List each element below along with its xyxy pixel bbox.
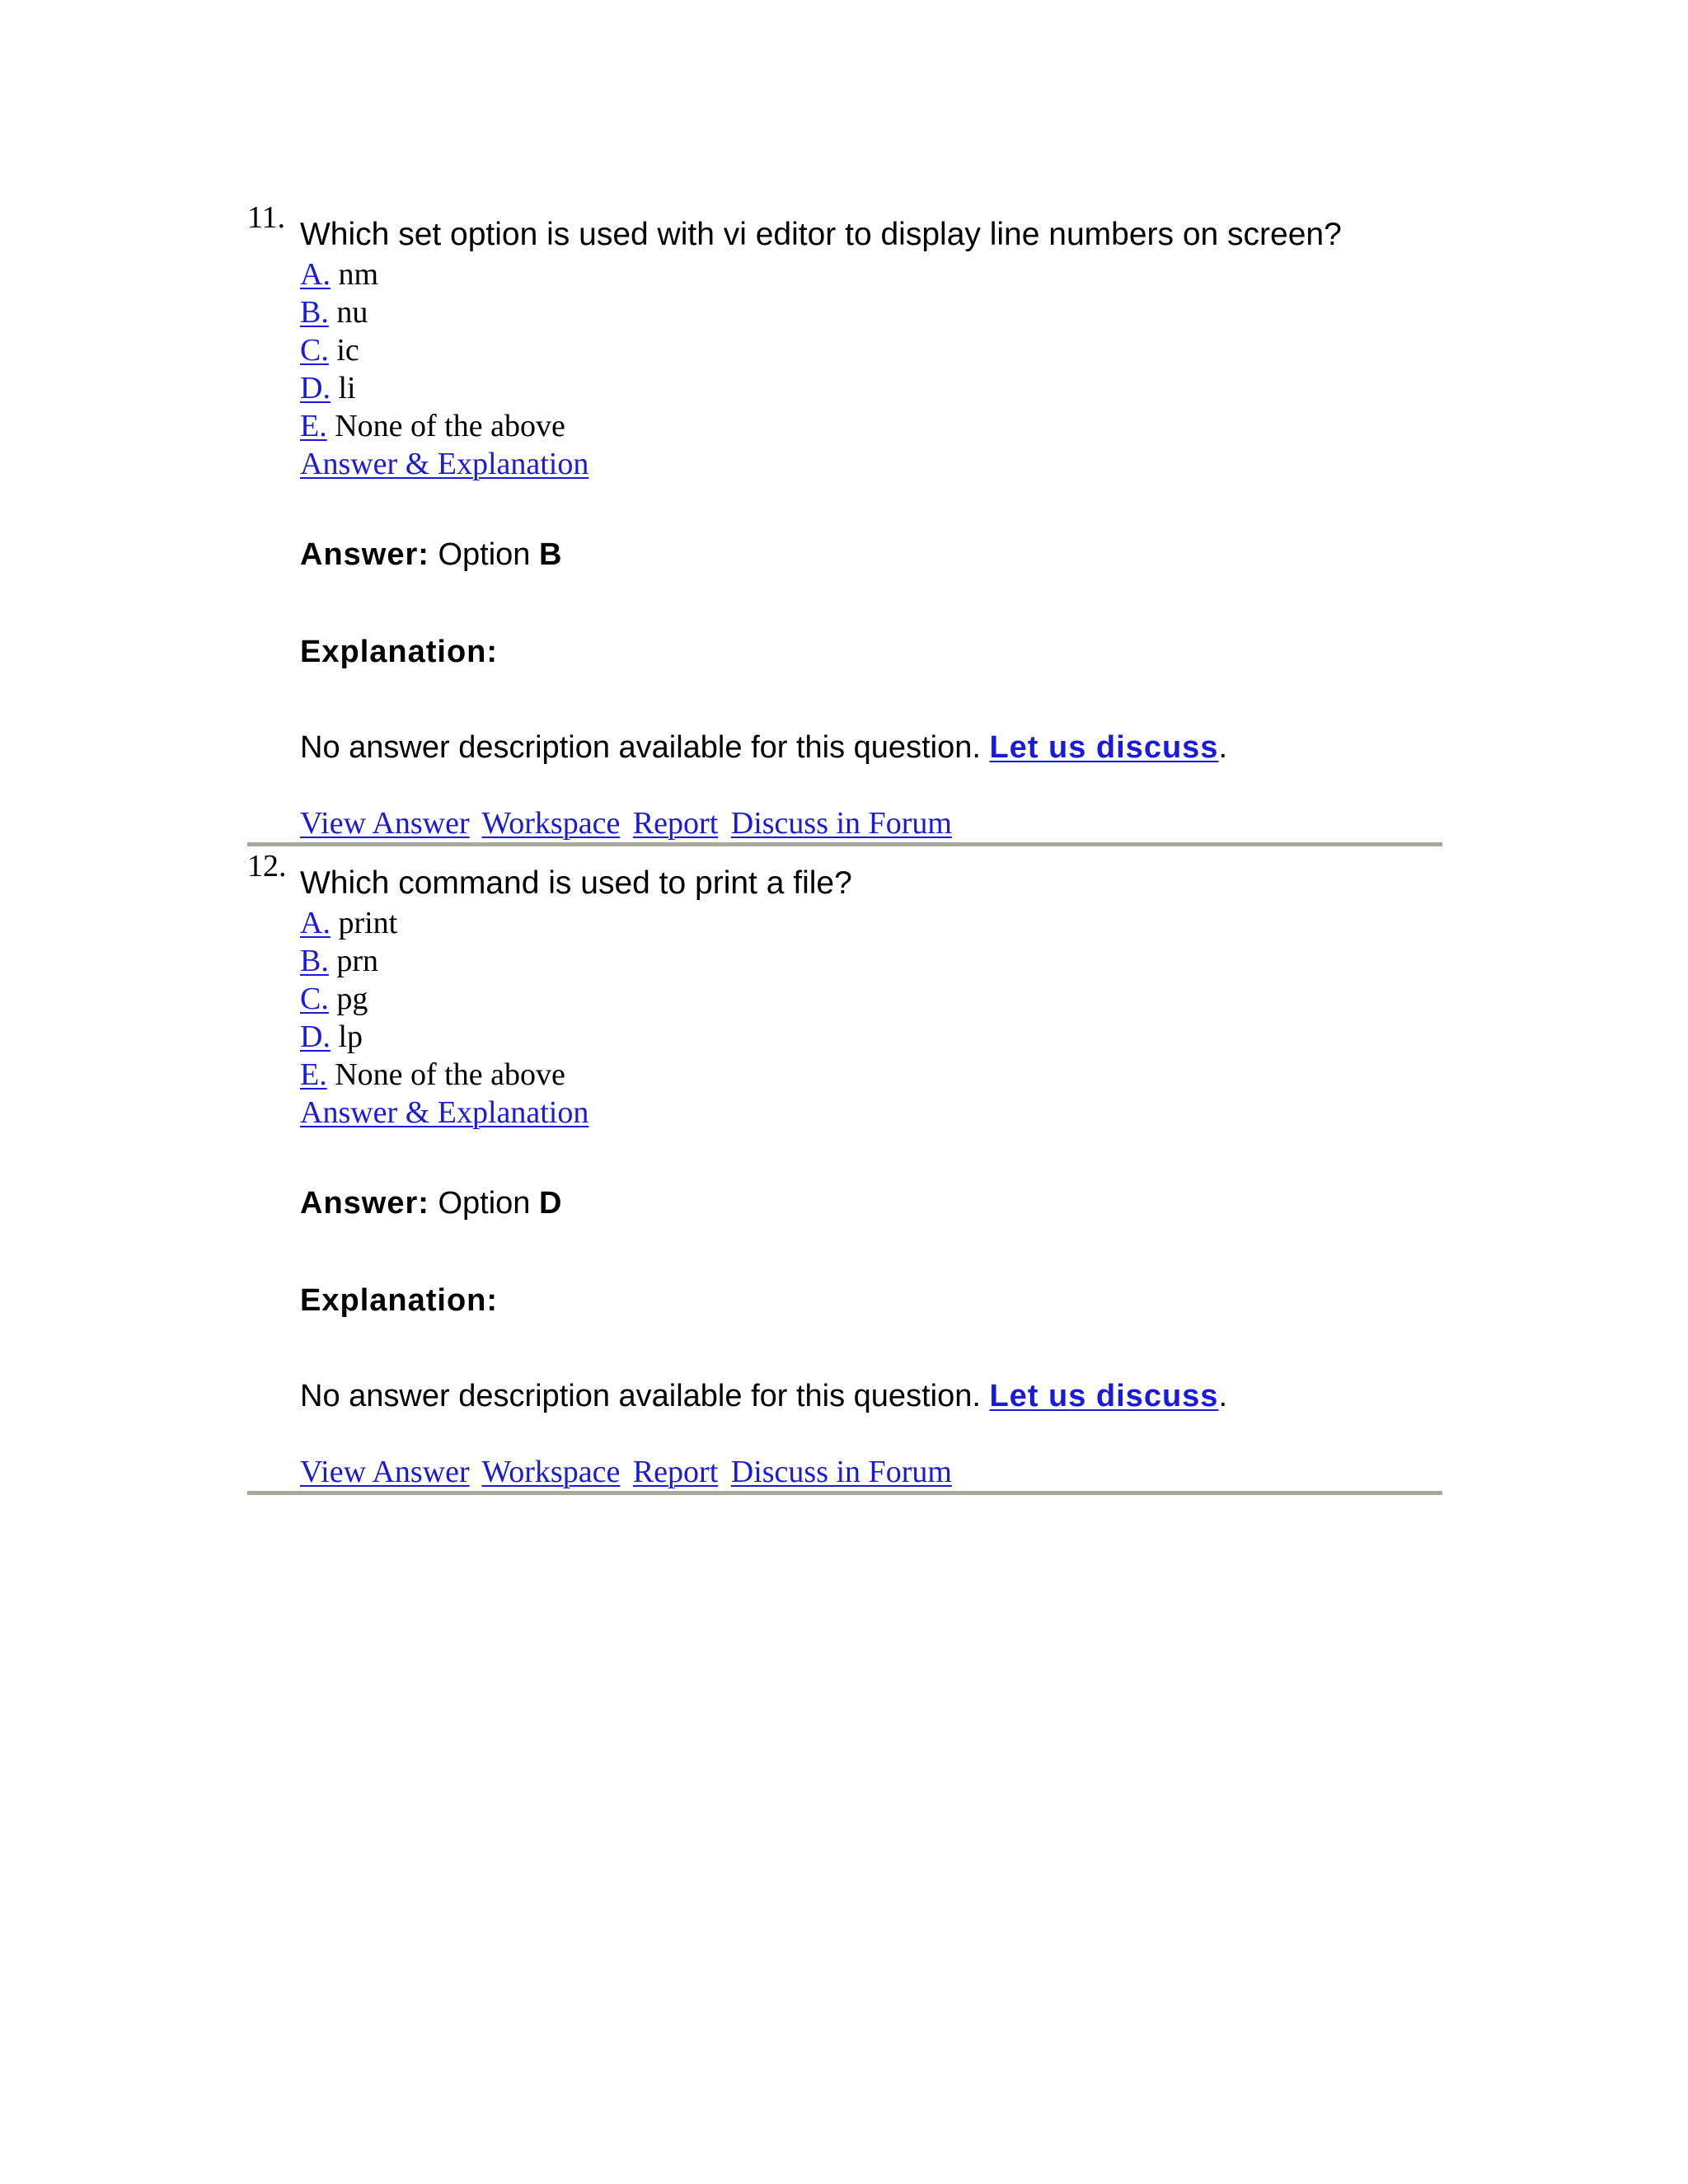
option-c <box>300 980 1442 1018</box>
option-b-link[interactable]: B. <box>300 944 329 978</box>
option-d-link[interactable]: D. <box>300 371 331 405</box>
option-d <box>300 1018 1442 1056</box>
option-b <box>300 942 1442 980</box>
option-b <box>300 293 1442 331</box>
option-a <box>300 904 1442 942</box>
explanation-body <box>300 727 1442 768</box>
view-answer-link[interactable]: View Answer <box>300 1455 470 1489</box>
report-link[interactable]: Report <box>632 1455 719 1489</box>
question-number: 12. <box>247 849 287 883</box>
answer-prefix: Option <box>438 1186 531 1221</box>
option-b-text: nu <box>336 295 368 330</box>
option-e <box>300 407 1442 445</box>
question-footer-links <box>300 1453 1442 1491</box>
discuss-in-forum-link[interactable]: Discuss in Forum <box>730 806 952 841</box>
answer-label: Answer: <box>300 537 429 572</box>
explanation-text: No answer description available for this question. <box>300 1379 981 1413</box>
option-d <box>300 369 1442 407</box>
question-number: 11. <box>247 200 286 235</box>
option-e-link[interactable]: E. <box>300 1057 327 1092</box>
option-e-link[interactable]: E. <box>300 409 327 443</box>
answer-explanation-link[interactable]: Answer & Explanation <box>300 447 589 481</box>
answer-letter: B <box>539 537 562 572</box>
question-text: Which command is used to print a file? <box>300 865 852 901</box>
explanation-heading: Explanation: <box>300 635 499 669</box>
explanation-suffix: . <box>1218 1379 1227 1413</box>
option-d-text: lp <box>338 1019 363 1054</box>
question-text: Which set option is used with vi editor to display line numbers on screen? <box>300 217 1342 252</box>
answer-line <box>300 1183 1442 1224</box>
option-c-link[interactable]: C. <box>300 333 329 368</box>
option-a-link[interactable]: A. <box>300 257 331 292</box>
explanation-text: No answer description available for this question. <box>300 730 981 765</box>
let-us-discuss-link[interactable]: Let us discuss <box>989 730 1219 765</box>
options-list <box>300 255 1442 445</box>
answer-prefix: Option <box>438 537 531 572</box>
report-link[interactable]: Report <box>632 806 719 841</box>
workspace-link[interactable]: Workspace <box>481 806 621 841</box>
option-e-text: None of the above <box>335 409 565 443</box>
question-item <box>247 846 1442 1495</box>
option-d-text: li <box>338 371 356 405</box>
explanation-suffix: . <box>1218 730 1227 765</box>
option-c-link[interactable]: C. <box>300 982 329 1016</box>
options-list <box>300 904 1442 1094</box>
discuss-in-forum-link[interactable]: Discuss in Forum <box>730 1455 952 1489</box>
option-c-text: pg <box>336 982 368 1016</box>
option-a <box>300 255 1442 293</box>
let-us-discuss-link[interactable]: Let us discuss <box>989 1379 1219 1413</box>
explanation-body <box>300 1376 1442 1417</box>
option-c <box>300 331 1442 369</box>
option-a-link[interactable]: A. <box>300 906 331 940</box>
option-c-text: ic <box>336 333 359 368</box>
question-item <box>247 198 1442 846</box>
option-a-text: print <box>338 906 398 940</box>
answer-letter: D <box>539 1186 562 1221</box>
explanation-heading: Explanation: <box>300 1283 499 1318</box>
option-e-text: None of the above <box>335 1057 565 1092</box>
view-answer-link[interactable]: View Answer <box>300 806 470 841</box>
question-footer-links <box>300 804 1442 842</box>
answer-line <box>300 534 1442 575</box>
question-list <box>247 198 1442 1495</box>
option-e <box>300 1056 1442 1094</box>
option-d-link[interactable]: D. <box>300 1019 331 1054</box>
answer-label: Answer: <box>300 1186 429 1221</box>
option-b-link[interactable]: B. <box>300 295 329 330</box>
workspace-link[interactable]: Workspace <box>481 1455 621 1489</box>
option-a-text: nm <box>338 257 379 292</box>
answer-explanation-link[interactable]: Answer & Explanation <box>300 1095 589 1130</box>
option-b-text: prn <box>336 944 379 978</box>
